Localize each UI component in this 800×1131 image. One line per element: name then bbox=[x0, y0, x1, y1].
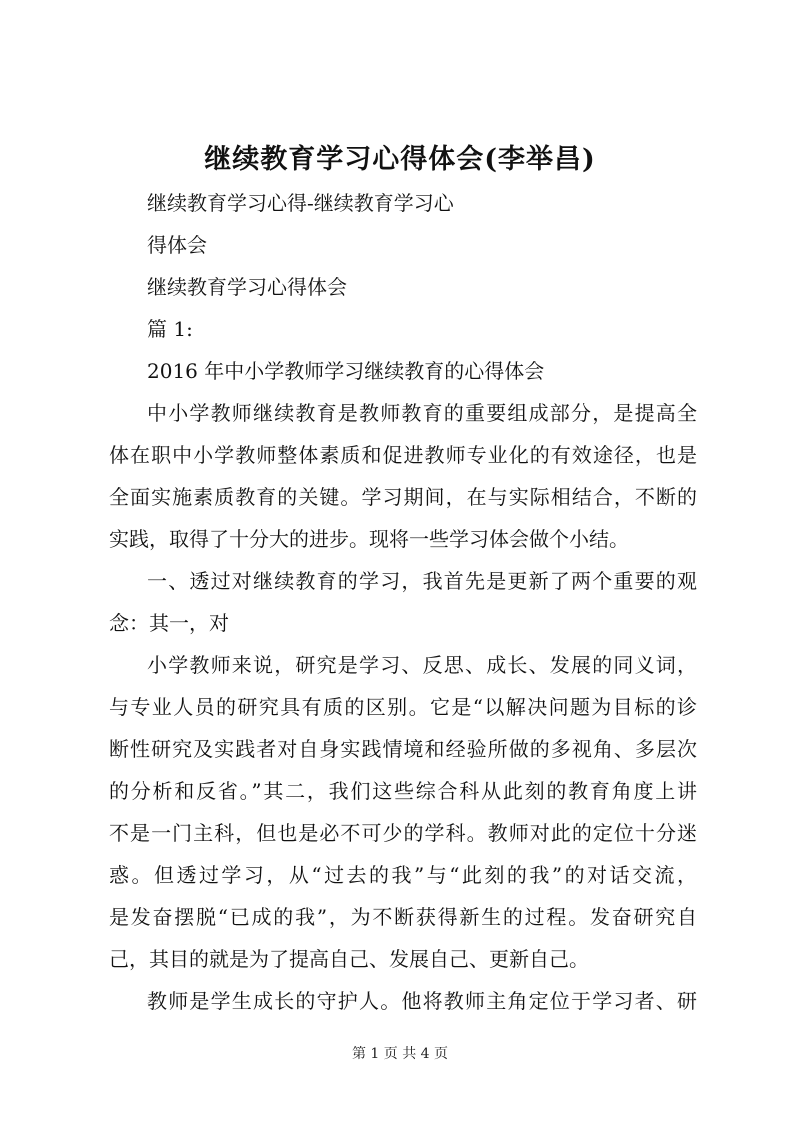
line-18: 是发奋摆脱“已成的我”，为不断获得新生的过程。发奋研究自 bbox=[109, 905, 697, 929]
line-14: 断性研究及实践者对自身实践情境和经验所做的多视角、多层次 bbox=[109, 737, 697, 761]
line-9: 实践，取得了十分大的进步。现将一些学习体会做个小结。 bbox=[109, 527, 629, 551]
line-11: 念：其一，对 bbox=[109, 611, 229, 635]
line-16: 不是一门主科，但也是必不可少的学科。教师对此的定位十分迷 bbox=[109, 821, 697, 845]
line-17: 惑。但透过学习，从“过去的我”与“此刻的我”的对话交流， bbox=[109, 863, 697, 887]
line-1: 继续教育学习心得-继续教育学习心 bbox=[147, 191, 454, 215]
line-12: 小学教师来说，研究是学习、反思、成长、发展的同义词， bbox=[147, 653, 697, 677]
line-13: 与专业人员的研究具有质的区别。它是“以解决问题为目标的诊 bbox=[109, 695, 697, 719]
line-10: 一、透过对继续教育的学习，我首先是更新了两个重要的观 bbox=[147, 569, 697, 593]
line-15: 的分析和反省。”其二，我们这些综合科从此刻的教育角度上讲 bbox=[109, 779, 697, 803]
line-5: 2016 年中小学教师学习继续教育的心得体会 bbox=[147, 359, 545, 383]
document-title: 继续教育学习心得体会(李举昌) bbox=[204, 144, 596, 175]
line-20: 教师是学生成长的守护人。他将教师主角定位于学习者、研 bbox=[147, 989, 697, 1013]
line-8: 全面实施素质教育的关键。学习期间，在与实际相结合，不断的 bbox=[109, 485, 697, 509]
page-number: 第 1 页 共 4 页 bbox=[351, 1046, 449, 1062]
line-3: 继续教育学习心得体会 bbox=[147, 275, 347, 299]
line-6: 中小学教师继续教育是教师教育的重要组成部分，是提高全 bbox=[147, 401, 697, 425]
line-2: 得体会 bbox=[147, 233, 207, 257]
line-4: 篇 1: bbox=[147, 317, 193, 341]
line-19: 己，其目的就是为了提高自己、发展自己、更新自己。 bbox=[109, 947, 589, 971]
line-7: 体在职中小学教师整体素质和促进教师专业化的有效途径，也是 bbox=[109, 443, 697, 467]
